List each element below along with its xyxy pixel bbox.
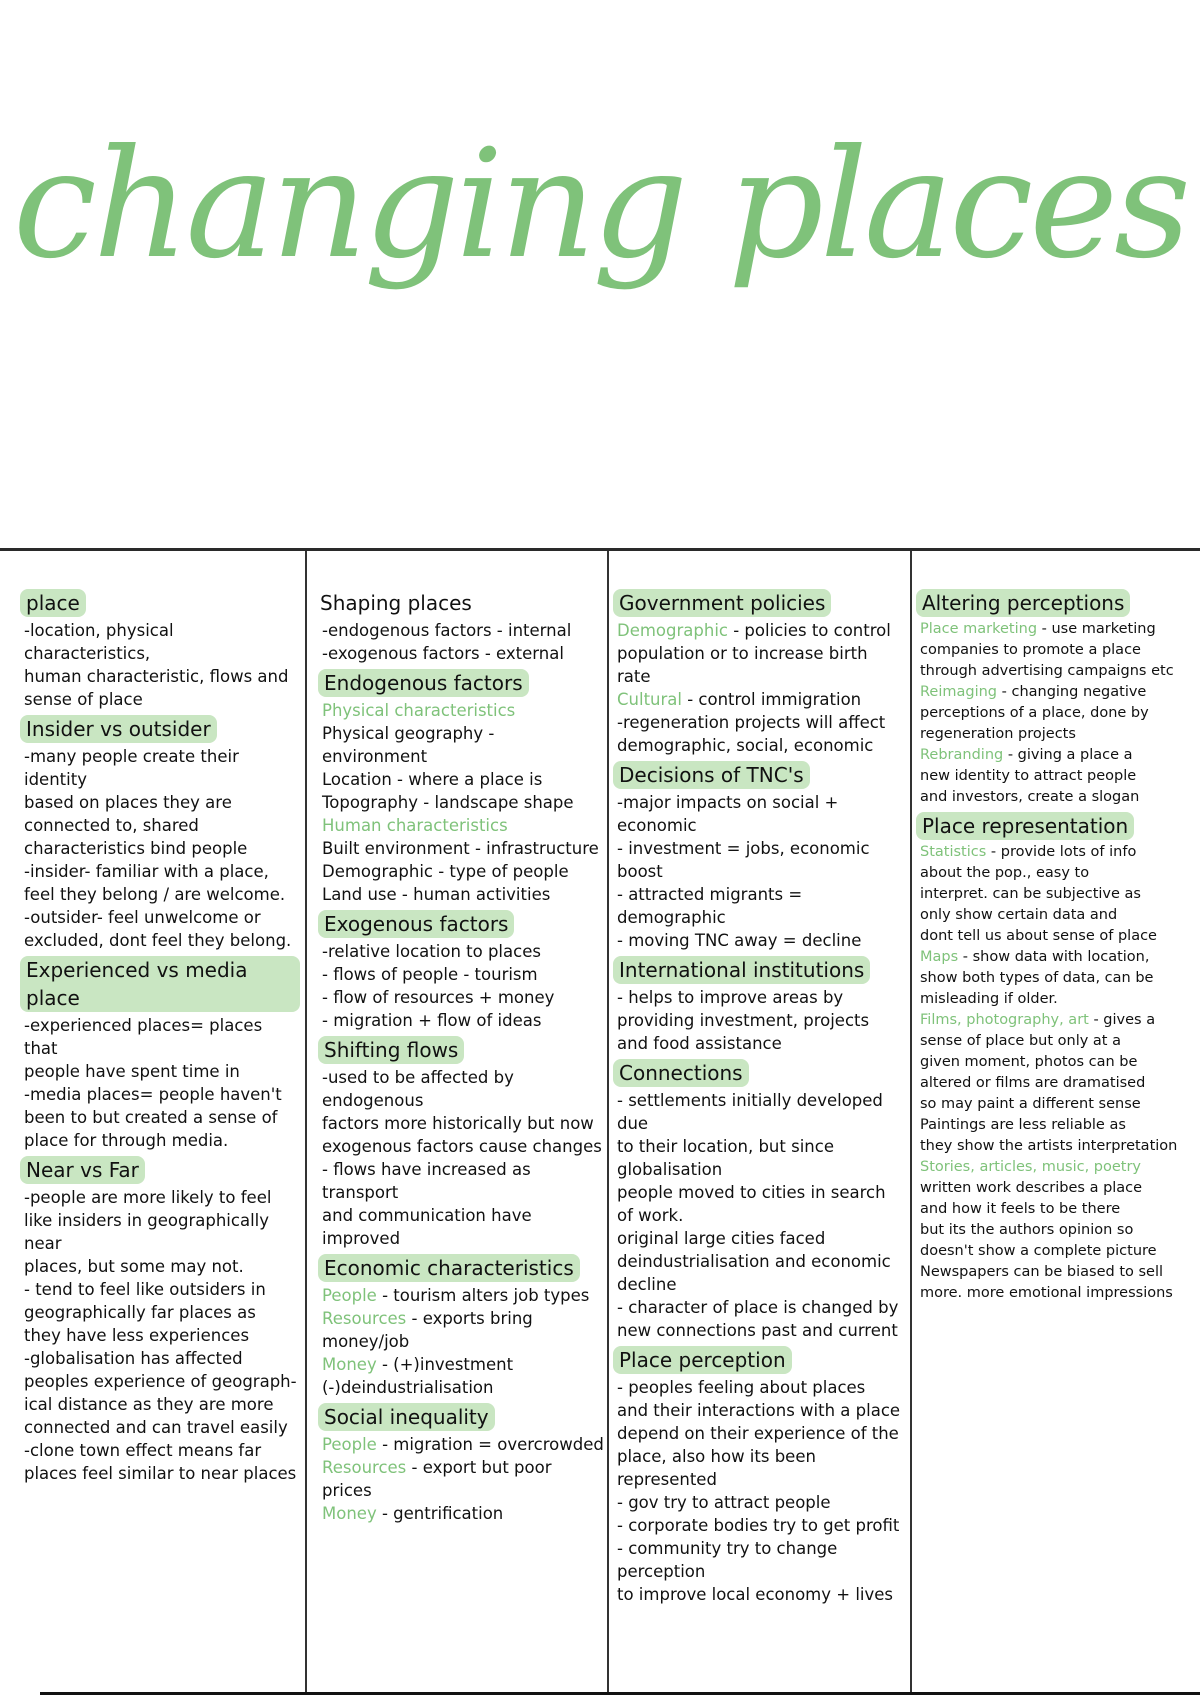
note-text: -endogenous factors - internal xyxy=(322,621,572,640)
note-line xyxy=(920,1220,1196,1241)
notes-section xyxy=(920,585,1196,808)
note-text: connected to, shared xyxy=(24,816,199,835)
section-heading: Economic characteristics xyxy=(318,1254,580,1282)
note-text: given moment, photos can be xyxy=(920,1054,1138,1070)
section-heading: Altering perceptions xyxy=(916,589,1130,617)
section-heading: Decisions of TNC's xyxy=(613,761,810,789)
section-heading: Connections xyxy=(613,1059,749,1087)
note-line xyxy=(24,1416,300,1439)
notes-section xyxy=(322,1399,604,1525)
note-text: and their interactions with a place xyxy=(617,1401,901,1420)
keyword: People xyxy=(322,1286,377,1305)
note-text: - character of place is changed by xyxy=(617,1298,899,1317)
note-text: regeneration projects xyxy=(920,726,1076,742)
note-text: - flows of people - tourism xyxy=(322,965,538,984)
column-divider xyxy=(910,551,912,1692)
note-line xyxy=(322,963,604,986)
note-text: providing investment, projects xyxy=(617,1011,870,1030)
note-line xyxy=(617,986,905,1009)
section-heading: place xyxy=(20,589,86,617)
note-line xyxy=(920,926,1196,947)
note-line xyxy=(322,1066,604,1112)
note-text: dont tell us about sense of place xyxy=(920,928,1157,944)
note-text: through advertising campaigns etc xyxy=(920,663,1174,679)
note-text: -insider- familiar with a place, xyxy=(24,862,269,881)
note-line xyxy=(920,745,1196,766)
note-line xyxy=(920,724,1196,745)
note-line xyxy=(920,1010,1196,1031)
note-text: - community try to change perception xyxy=(617,1539,838,1581)
keyword: Place marketing xyxy=(920,621,1038,637)
note-line xyxy=(617,1181,905,1227)
note-line xyxy=(322,1284,604,1307)
note-line xyxy=(322,642,604,665)
note-text: people have spent time in xyxy=(24,1062,240,1081)
note-line xyxy=(920,703,1196,724)
note-text: they show the artists interpretation xyxy=(920,1138,1178,1154)
note-text: and investors, create a slogan xyxy=(920,789,1140,805)
note-text: altered or films are dramatised xyxy=(920,1075,1146,1091)
notes-column-3 xyxy=(617,585,905,1606)
note-line xyxy=(24,745,300,791)
keyword: Demographic xyxy=(617,621,728,640)
note-text: - gov try to attract people xyxy=(617,1493,831,1512)
note-line xyxy=(920,989,1196,1010)
note-line xyxy=(24,1255,300,1278)
notes-section xyxy=(24,1152,300,1485)
note-line xyxy=(920,640,1196,661)
note-line xyxy=(920,1178,1196,1199)
note-text: perceptions of a place, done by xyxy=(920,705,1149,721)
note-line xyxy=(24,1278,300,1301)
note-line xyxy=(322,1204,604,1250)
note-text: companies to promote a place xyxy=(920,642,1141,658)
note-text: place for through media. xyxy=(24,1131,229,1150)
note-line xyxy=(24,860,300,883)
keyword: Resources xyxy=(322,1458,407,1477)
note-line xyxy=(920,766,1196,787)
note-line xyxy=(24,1439,300,1462)
note-line xyxy=(24,1462,300,1485)
section-heading: Shaping places xyxy=(320,591,472,615)
page-title: changing places xyxy=(12,118,1188,292)
note-line xyxy=(24,1186,300,1209)
note-line xyxy=(322,1502,604,1525)
note-line xyxy=(322,986,604,1009)
note-text: deindustrialisation and economic decline xyxy=(617,1252,891,1294)
note-text: - flow of resources + money xyxy=(322,988,555,1007)
keyword: Reimaging xyxy=(920,684,998,700)
note-text: - control immigration xyxy=(681,690,862,709)
note-text: -experienced places= places that xyxy=(24,1016,263,1058)
note-line xyxy=(322,768,604,791)
note-text: - settlements initially developed due xyxy=(617,1091,883,1133)
note-line xyxy=(322,1158,604,1204)
note-line xyxy=(617,711,905,734)
note-text: places feel similar to near places xyxy=(24,1464,297,1483)
note-line xyxy=(24,1393,300,1416)
note-line xyxy=(322,1433,604,1456)
notes-section xyxy=(617,585,905,757)
note-line xyxy=(322,699,604,722)
note-text: Built environment - infrastructure xyxy=(322,839,599,858)
note-text: - migration + flow of ideas xyxy=(322,1011,542,1030)
notes-section xyxy=(322,1032,604,1250)
note-text: - migration = overcrowded xyxy=(376,1435,604,1454)
note-line xyxy=(920,947,1196,968)
note-text: -exogenous factors - external xyxy=(322,644,564,663)
section-heading: Social inequality xyxy=(318,1403,495,1431)
note-text: to improve local economy + lives xyxy=(617,1585,894,1604)
notes-section xyxy=(617,1055,905,1342)
note-text: so may paint a different sense xyxy=(920,1096,1141,1112)
note-text: - gives a xyxy=(1088,1012,1156,1028)
note-line xyxy=(322,940,604,963)
note-text: new identity to attract people xyxy=(920,768,1137,784)
note-text: - provide lots of info xyxy=(986,844,1137,860)
note-text: geographically far places as xyxy=(24,1303,256,1322)
note-text: depend on their experience of the xyxy=(617,1424,899,1443)
note-line xyxy=(617,734,905,757)
notes-section xyxy=(617,757,905,952)
note-text: original large cities faced xyxy=(617,1229,826,1248)
note-line xyxy=(617,1445,905,1491)
note-text: they have less experiences xyxy=(24,1326,250,1345)
note-line xyxy=(920,1199,1196,1220)
note-text: new connections past and current xyxy=(617,1321,898,1340)
note-line xyxy=(24,1324,300,1347)
note-text: peoples experience of geograph- xyxy=(24,1372,297,1391)
notes-section xyxy=(617,1342,905,1606)
note-line xyxy=(322,1307,604,1353)
note-line xyxy=(24,1014,300,1060)
notes-section xyxy=(24,585,300,711)
note-line xyxy=(617,791,905,837)
note-line xyxy=(617,1089,905,1135)
note-text: written work describes a place xyxy=(920,1180,1143,1196)
note-text: -clone town effect means far xyxy=(24,1441,262,1460)
keyword: Stories, articles, music, poetry xyxy=(920,1159,1142,1175)
note-text: Topography - landscape shape xyxy=(322,793,574,812)
note-text: - giving a place a xyxy=(1003,747,1133,763)
section-heading: Place representation xyxy=(916,812,1134,840)
section-heading: Exogenous factors xyxy=(318,910,514,938)
note-text: -people are more likely to feel xyxy=(24,1188,272,1207)
section-heading: Place perception xyxy=(613,1346,792,1374)
note-line xyxy=(617,1514,905,1537)
notes-column-1 xyxy=(24,585,300,1485)
note-line xyxy=(24,619,300,665)
note-text: -used to be affected by endogenous xyxy=(322,1068,514,1110)
note-text: - attracted migrants = demographic xyxy=(617,885,803,927)
note-line xyxy=(24,906,300,929)
note-line xyxy=(920,1262,1196,1283)
note-line xyxy=(24,1129,300,1152)
note-line xyxy=(322,1112,604,1135)
note-line xyxy=(920,619,1196,640)
note-text: factors more historically but now xyxy=(322,1114,594,1133)
note-text: doesn't show a complete picture xyxy=(920,1243,1157,1259)
note-text: more. more emotional impressions xyxy=(920,1285,1173,1301)
note-text: population or to increase birth rate xyxy=(617,644,868,686)
note-text: human characteristic, flows and xyxy=(24,667,289,686)
notes-section xyxy=(617,952,905,1055)
note-text: sense of place but only at a xyxy=(920,1033,1121,1049)
keyword: Human characteristics xyxy=(322,816,508,835)
note-text: excluded, dont feel they belong. xyxy=(24,931,292,950)
notes-section xyxy=(24,711,300,952)
note-line xyxy=(617,688,905,711)
note-text: - changing negative xyxy=(997,684,1147,700)
note-line xyxy=(322,1353,604,1399)
note-line xyxy=(617,1032,905,1055)
note-text: - tend to feel like outsiders in xyxy=(24,1280,266,1299)
section-heading: Experienced vs media place xyxy=(20,956,300,1012)
note-line xyxy=(322,837,604,860)
note-line xyxy=(617,929,905,952)
note-text: to their location, but since globalisation xyxy=(617,1137,834,1179)
note-line xyxy=(322,883,604,906)
note-line xyxy=(24,1301,300,1324)
note-line xyxy=(617,1422,905,1445)
note-text: - show data with location, xyxy=(958,949,1150,965)
note-text: connected and can travel easily xyxy=(24,1418,288,1437)
note-text: - peoples feeling about places xyxy=(617,1378,866,1397)
note-line xyxy=(322,1009,604,1032)
note-line xyxy=(24,929,300,952)
note-text: - policies to control xyxy=(727,621,891,640)
note-text: - moving TNC away = decline xyxy=(617,931,862,950)
section-heading: Government policies xyxy=(613,589,831,617)
note-line xyxy=(24,1083,300,1106)
note-line xyxy=(617,1250,905,1296)
note-text: -regeneration projects will affect xyxy=(617,713,886,732)
note-line xyxy=(920,1115,1196,1136)
notes-column-4 xyxy=(920,585,1196,1304)
keyword: Money xyxy=(322,1504,377,1523)
note-line xyxy=(920,884,1196,905)
section-heading: International institutions xyxy=(613,956,870,984)
note-text: - investment = jobs, economic boost xyxy=(617,839,870,881)
note-line xyxy=(322,619,604,642)
keyword: People xyxy=(322,1435,377,1454)
note-line xyxy=(617,1399,905,1422)
note-text: places, but some may not. xyxy=(24,1257,244,1276)
note-text: but its the authors opinion so xyxy=(920,1222,1134,1238)
note-line xyxy=(617,619,905,642)
section-heading: Shifting flows xyxy=(318,1036,464,1064)
note-line xyxy=(322,1135,604,1158)
note-text: interpret. can be subjective as xyxy=(920,886,1141,902)
note-line xyxy=(617,1009,905,1032)
notes-section xyxy=(920,808,1196,1304)
bottom-rule xyxy=(40,1692,1200,1695)
note-line xyxy=(322,791,604,814)
note-text: Physical geography - environment xyxy=(322,724,495,766)
note-line xyxy=(24,837,300,860)
note-line xyxy=(24,688,300,711)
keyword: Rebranding xyxy=(920,747,1004,763)
note-text: exogenous factors cause changes xyxy=(322,1137,602,1156)
note-text: - use marketing xyxy=(1037,621,1156,637)
note-line xyxy=(617,642,905,688)
note-line xyxy=(920,1283,1196,1304)
note-line xyxy=(920,1052,1196,1073)
note-text: been to but created a sense of xyxy=(24,1108,278,1127)
note-text: place, also how its been represented xyxy=(617,1447,816,1489)
note-line xyxy=(920,1073,1196,1094)
note-line xyxy=(920,661,1196,682)
note-text: based on places they are xyxy=(24,793,232,812)
note-line xyxy=(322,814,604,837)
note-line xyxy=(617,883,905,929)
note-line xyxy=(322,722,604,768)
note-line xyxy=(24,883,300,906)
note-text: only show certain data and xyxy=(920,907,1118,923)
note-text: - (+)investment (-)deindustrialisation xyxy=(322,1355,514,1397)
note-text: - tourism alters job types xyxy=(376,1286,590,1305)
note-line xyxy=(617,1319,905,1342)
note-text: feel they belong / are welcome. xyxy=(24,885,286,904)
note-line xyxy=(617,1227,905,1250)
note-line xyxy=(322,1456,604,1502)
note-line xyxy=(617,1537,905,1583)
note-text: and communication have improved xyxy=(322,1206,532,1248)
note-text: - exports bring money/job xyxy=(322,1309,533,1351)
top-rule xyxy=(0,548,1200,551)
notes-section xyxy=(322,585,604,665)
note-line xyxy=(920,1094,1196,1115)
keyword: Maps xyxy=(920,949,959,965)
note-line xyxy=(920,863,1196,884)
section-heading: Endogenous factors xyxy=(318,669,529,697)
note-text: -location, physical characteristics, xyxy=(24,621,174,663)
note-text: -outsider- feel unwelcome or xyxy=(24,908,261,927)
note-line xyxy=(24,1060,300,1083)
section-heading: Near vs Far xyxy=(20,1156,145,1184)
notes-section xyxy=(322,906,604,1032)
note-text: -globalisation has affected xyxy=(24,1349,243,1368)
note-text: ical distance as they are more xyxy=(24,1395,274,1414)
note-line xyxy=(24,1370,300,1393)
note-text: and how it feels to be there xyxy=(920,1201,1121,1217)
column-divider xyxy=(607,551,609,1692)
note-text: -media places= people haven't xyxy=(24,1085,282,1104)
note-text: about the pop., easy to xyxy=(920,865,1090,881)
note-line xyxy=(920,905,1196,926)
notes-section xyxy=(322,1250,604,1399)
note-text: like insiders in geographically near xyxy=(24,1211,270,1253)
note-text: people moved to cities in search of work. xyxy=(617,1183,886,1225)
note-text: Paintings are less reliable as xyxy=(920,1117,1126,1133)
note-line xyxy=(24,1347,300,1370)
note-line xyxy=(617,1583,905,1606)
note-line xyxy=(920,968,1196,989)
note-text: and food assistance xyxy=(617,1034,782,1053)
note-text: Land use - human activities xyxy=(322,885,551,904)
notes-section xyxy=(322,665,604,906)
note-line xyxy=(24,1209,300,1255)
note-text: show both types of data, can be xyxy=(920,970,1154,986)
note-text: demographic, social, economic xyxy=(617,736,874,755)
note-line xyxy=(920,787,1196,808)
note-line xyxy=(617,1491,905,1514)
note-line xyxy=(24,814,300,837)
note-text: -many people create their identity xyxy=(24,747,239,789)
note-text: Demographic - type of people xyxy=(322,862,569,881)
column-divider xyxy=(305,551,307,1692)
note-text: Newspapers can be biased to sell xyxy=(920,1264,1164,1280)
note-line xyxy=(920,1136,1196,1157)
note-line xyxy=(617,1376,905,1399)
note-line xyxy=(617,1135,905,1181)
note-text: - corporate bodies try to get profit xyxy=(617,1516,900,1535)
keyword: Films, photography, art xyxy=(920,1012,1089,1028)
note-line xyxy=(617,837,905,883)
note-line xyxy=(24,791,300,814)
keyword: Resources xyxy=(322,1309,407,1328)
note-text: sense of place xyxy=(24,690,143,709)
note-line xyxy=(24,665,300,688)
keyword: Money xyxy=(322,1355,377,1374)
note-text: -relative location to places xyxy=(322,942,541,961)
note-text: - export but poor prices xyxy=(322,1458,552,1500)
section-heading: Insider vs outsider xyxy=(20,715,217,743)
keyword: Statistics xyxy=(920,844,987,860)
keyword: Cultural xyxy=(617,690,682,709)
note-line xyxy=(617,1296,905,1319)
notes-column-2 xyxy=(322,585,604,1525)
note-text: misleading if older. xyxy=(920,991,1058,1007)
note-text: characteristics bind people xyxy=(24,839,248,858)
note-line xyxy=(24,1106,300,1129)
note-line xyxy=(920,1241,1196,1262)
note-line xyxy=(920,1031,1196,1052)
note-text: -major impacts on social + economic xyxy=(617,793,839,835)
note-line xyxy=(920,682,1196,703)
notes-section xyxy=(24,952,300,1152)
note-text: Location - where a place is xyxy=(322,770,543,789)
note-text: - flows have increased as transport xyxy=(322,1160,531,1202)
note-text: - gentrification xyxy=(376,1504,504,1523)
note-line xyxy=(920,842,1196,863)
note-line xyxy=(920,1157,1196,1178)
note-line xyxy=(322,860,604,883)
keyword: Physical characteristics xyxy=(322,701,516,720)
note-text: - helps to improve areas by xyxy=(617,988,844,1007)
